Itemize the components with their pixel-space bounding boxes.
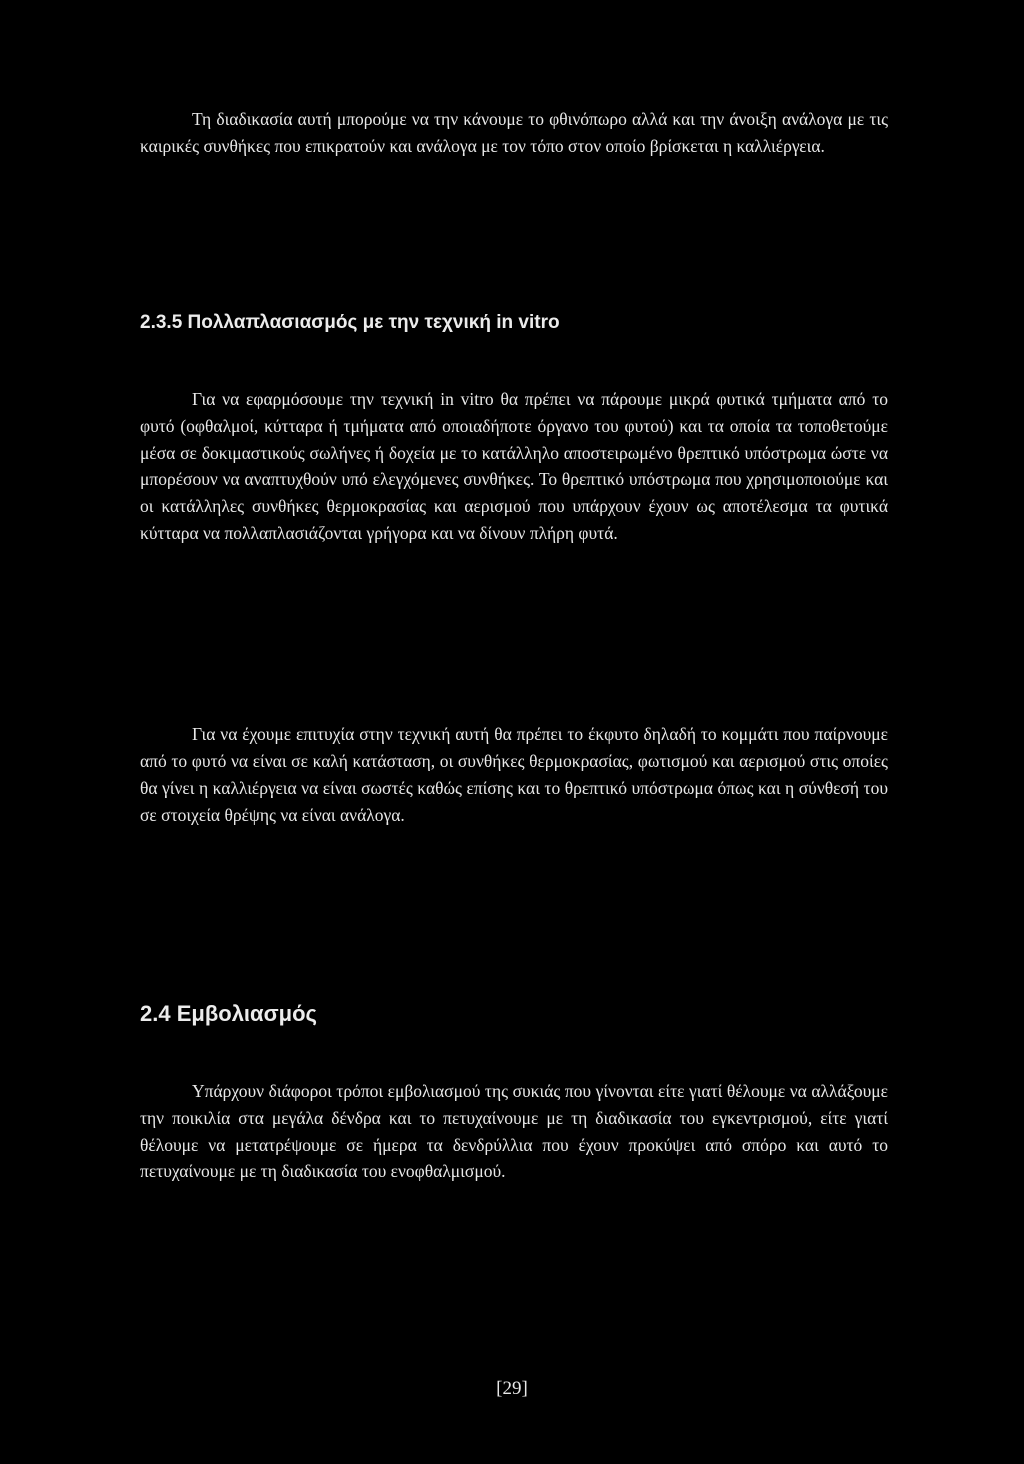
page-number: [29]	[496, 1378, 528, 1399]
section-heading-2-4: 2.4 Εμβολιασμός	[140, 1001, 317, 1026]
section-2-4-paragraph-1: Υπάρχουν διάφοροι τρόποι εμβολιασμού της συκιάς που γίνονται είτε γιατί θέλουμε να αλλάξουμε την ποικιλία στα μεγάλα δένδρα και το πετυχαίνουμε με τη διαδικασία του εγκεντρισμού, είτε γιατί θέλουμε να μετατρέψουμε σε ήμερα τα δενδρύλλια που έχουν προκύψει από σπόρο και αυτό το πετυχαίνουμε με τη διαδικασία του ενοφθαλμισμού.	[140, 1081, 888, 1182]
section-2-3-5-paragraph-2: Για να έχουμε επιτυχία στην τεχνική αυτή θα πρέπει το έκφυτο δηλαδή το κομμάτι που παίρνουμε από το φυτό να είναι σε καλή κατάσταση, οι συνθήκες θερμοκρασίας, φωτισμού και αερισμού στις οποίες θα γίνει η καλλιέργεια να είναι σωστές καθώς επίσης και το θρεπτικό υπόστρωμα όπως και η σύνθεσή του σε στοιχεία θρέψης να είναι ανάλογα.	[140, 724, 888, 825]
section-heading-2-3-5: 2.3.5 Πολλαπλασιασμός με την τεχνική in vitro	[140, 312, 560, 333]
section-2-3-5-paragraph-1: Για να εφαρμόσουμε την τεχνική in vitro θα πρέπει να πάρουμε μικρά φυτικά τμήματα από το φυτό (οφθαλμοί, κύτταρα ή τμήματα από οποιαδήποτε όργανο του φυτού) και τα οποία τα τοποθετούμε μέσα σε δοκιμαστικούς σωλήνες ή δοχεία με το κατάλληλο αποστειρωμένο θρεπτικό υπόστρωμα ώστε να μπορέσουν να αναπτυχθούν υπό ελεγχόμενες συνθήκες. Το θρεπτικό υπόστρωμα που χρησιμοποιούμε και οι κατάλληλες συνθήκες θερμοκρασίας και αερισμού που υπάρχουν έχουν ως αποτέλεσμα τα φυτικά κύτταρα να πολλαπλασιάζονται γρήγορα και να δίνουν πλήρη φυτά.	[140, 389, 888, 543]
intro-paragraph: Τη διαδικασία αυτή μπορούμε να την κάνουμε το φθινόπωρο αλλά και την άνοιξη ανάλογα με τις καιρικές συνθήκες που επικρατούν και ανάλογα με τον τόπο στον οποίο βρίσκεται η καλλιέργεια.	[140, 109, 888, 156]
